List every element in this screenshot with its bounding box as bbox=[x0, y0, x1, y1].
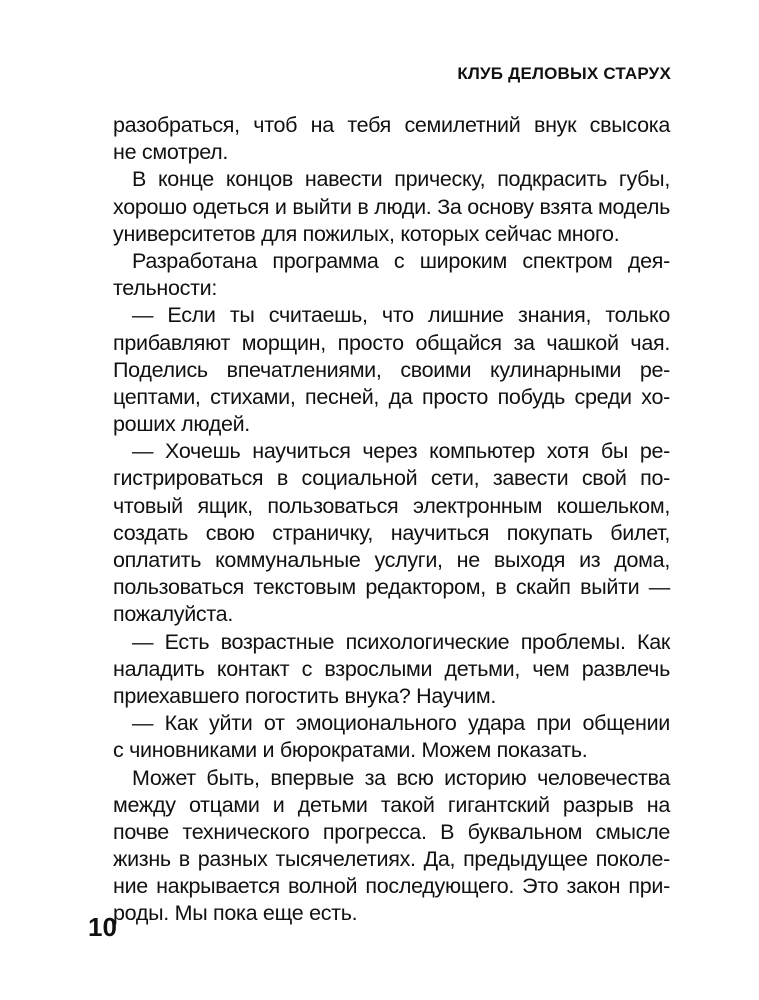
text-line: оплатить коммунальные услуги, не выходя из дома, bbox=[113, 548, 670, 572]
text-line: — Хочешь научиться через компьютер хотя бы ре- bbox=[132, 439, 670, 464]
text-line: — Как уйти от эмоционального удара при общении bbox=[132, 711, 670, 736]
text-line: создать свою страничку, научиться покупать билет, bbox=[113, 520, 670, 545]
paragraph bbox=[113, 710, 670, 764]
text-line: В конце концов навести прическу, подкрасить губы, bbox=[132, 167, 670, 192]
page-number: 10 bbox=[88, 912, 117, 942]
paragraph bbox=[113, 166, 670, 248]
running-header-title: КЛУБ ДЕЛОВЫХ СТАРУХ bbox=[457, 64, 671, 83]
text-line: почве технического прогресса. В буквальном смысле bbox=[113, 819, 670, 844]
paragraph bbox=[113, 248, 670, 302]
text-line: Разработана программа с широким спектром дея- bbox=[132, 248, 670, 273]
text-line: университетов для пожилых, которых сейчас много. bbox=[113, 221, 620, 246]
paragraph bbox=[113, 302, 670, 438]
text-line: пожалуйста. bbox=[113, 602, 233, 627]
paragraph bbox=[113, 112, 670, 166]
text-line: хорошо одеться и выйти в люди. За основу взята модель bbox=[113, 194, 670, 219]
text-line: ние накрывается волной последующего. Это закон при- bbox=[113, 874, 670, 899]
paragraph bbox=[113, 765, 670, 928]
text-line: — Есть возрастные психологические проблемы. Как bbox=[132, 629, 670, 654]
text-line: прибавляют морщин, просто общайся за чашкой чая. bbox=[113, 330, 670, 355]
text-line: Поделись впечатлениями, своими кулинарными ре- bbox=[113, 357, 670, 382]
text-line: разобраться, чтоб на тебя семилетний внук свысока bbox=[113, 113, 670, 137]
text-line: чтовый ящик, пользоваться электронным кошельком, bbox=[113, 493, 670, 518]
text-line: роших людей. bbox=[113, 412, 250, 437]
text-line: — Если ты считаешь, что лишние знания, только bbox=[132, 303, 670, 328]
text-line: приехавшего погостить внука? Научим. bbox=[113, 683, 497, 708]
paragraph bbox=[113, 438, 670, 628]
text-line: жизнь в разных тысячелетиях. Да, предыдущее поколе- bbox=[113, 847, 670, 872]
text-line: гистрироваться в социальной сети, завести свой по- bbox=[113, 466, 670, 491]
text-line: роды. Мы пока еще есть. bbox=[113, 901, 358, 926]
text-line: с чиновниками и бюрократами. Можем показать. bbox=[113, 738, 588, 763]
text-line: не смотрел. bbox=[113, 140, 229, 165]
paragraph bbox=[113, 629, 670, 711]
text-line: между отцами и детьми такой гигантский разрыв на bbox=[113, 792, 670, 817]
body-text bbox=[113, 112, 670, 928]
text-line: пользоваться текстовым редактором, в скайп выйти — bbox=[113, 575, 670, 600]
text-line: наладить контакт с взрослыми детьми, чем развлечь bbox=[113, 656, 670, 681]
text-line: Может быть, впервые за всю историю человечества bbox=[132, 765, 670, 790]
text-line: тельности: bbox=[113, 276, 218, 301]
text-line: цептами, стихами, песней, да просто побудь среди хо- bbox=[113, 384, 670, 409]
